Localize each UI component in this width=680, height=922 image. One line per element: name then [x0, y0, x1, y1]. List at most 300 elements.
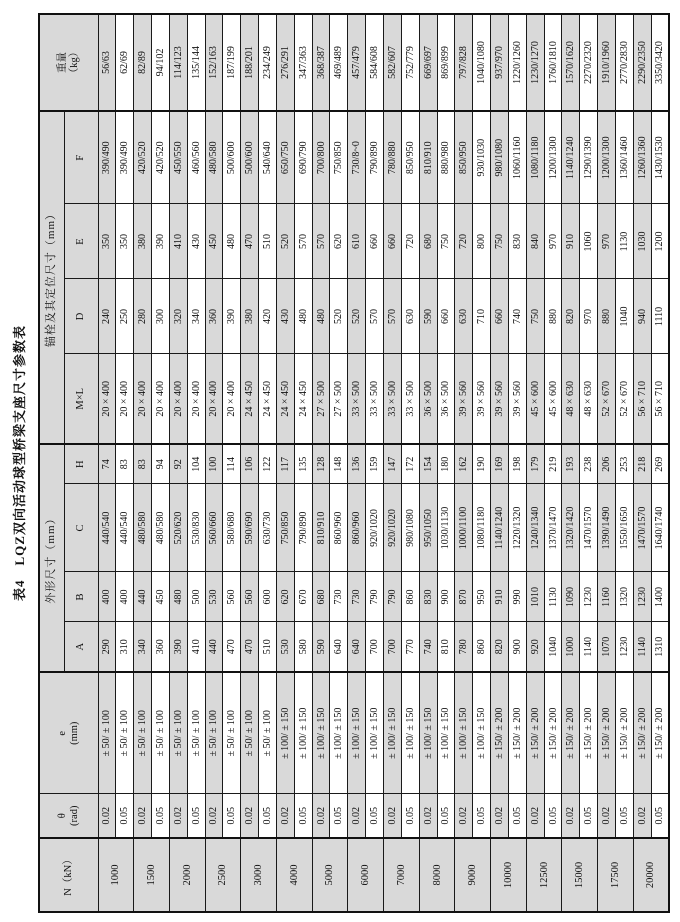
- d-cell: 380: [241, 279, 259, 354]
- e-cell: ± 100/ ± 150: [330, 672, 348, 794]
- d-cell: 420: [259, 279, 277, 354]
- e-cell: ± 100/ ± 150: [419, 672, 437, 794]
- f-cell: 420/520: [134, 111, 152, 204]
- e2-cell: 450: [205, 204, 223, 279]
- mxl-cell: 45 × 600: [526, 354, 544, 444]
- b-cell: 480: [169, 572, 187, 622]
- mxl-cell: 24 × 450: [276, 354, 294, 444]
- a-cell: 1140: [580, 622, 598, 672]
- e2-cell: 350: [116, 204, 134, 279]
- mxl-cell: 20 × 400: [152, 354, 170, 444]
- c-cell: 1080/1180: [473, 484, 491, 572]
- theta-cell: 0.05: [223, 794, 241, 838]
- weight-cell: 152/163: [205, 14, 223, 111]
- d-cell: 710: [473, 279, 491, 354]
- e-cell: ± 100/ ± 150: [455, 672, 473, 794]
- e-cell: ± 150/ ± 200: [491, 672, 509, 794]
- mxl-cell: 52 × 670: [615, 354, 633, 444]
- f-cell: 500/600: [241, 111, 259, 204]
- mxl-cell: 56 × 710: [633, 354, 651, 444]
- e-cell: ± 50/ ± 100: [223, 672, 241, 794]
- data-row: [526, 14, 544, 912]
- d-cell: 240: [98, 279, 116, 354]
- d-cell: 520: [330, 279, 348, 354]
- mxl-cell: 39 × 560: [508, 354, 526, 444]
- theta-cell: 0.02: [633, 794, 651, 838]
- data-row: [598, 14, 616, 912]
- n-value-cell: 3000: [241, 838, 277, 912]
- f-cell: 850/950: [455, 111, 473, 204]
- b-cell: 680: [312, 572, 330, 622]
- f-cell: 460/560: [187, 111, 205, 204]
- data-row: [241, 14, 259, 912]
- table-header: [39, 14, 98, 912]
- e2-cell: 380: [134, 204, 152, 279]
- a-cell: 780: [455, 622, 473, 672]
- h-cell: 154: [419, 444, 437, 484]
- e2-cell: 480: [223, 204, 241, 279]
- e-cell: ± 150/ ± 200: [544, 672, 562, 794]
- c-cell: 440/540: [98, 484, 116, 572]
- c-cell: 810/910: [312, 484, 330, 572]
- n-value-cell: 20000: [633, 838, 669, 912]
- e-cell: ± 100/ ± 150: [384, 672, 402, 794]
- e-cell: ± 100/ ± 150: [294, 672, 312, 794]
- data-row: [134, 14, 152, 912]
- header-theta-unit: (rad): [68, 805, 80, 826]
- weight-cell: 2270/2320: [580, 14, 598, 111]
- f-cell: 930/1030: [473, 111, 491, 204]
- n-value-cell: 5000: [312, 838, 348, 912]
- theta-cell: 0.05: [473, 794, 491, 838]
- b-cell: 560: [241, 572, 259, 622]
- h-cell: 180: [437, 444, 455, 484]
- d-cell: 430: [276, 279, 294, 354]
- header-mxl: M×L: [64, 354, 98, 444]
- e2-cell: 430: [187, 204, 205, 279]
- e2-cell: 840: [526, 204, 544, 279]
- d-cell: 880: [544, 279, 562, 354]
- weight-cell: 2290/2350: [633, 14, 651, 111]
- n-value-cell: 7000: [384, 838, 420, 912]
- h-cell: 94: [152, 444, 170, 484]
- rotated-table-wrap: [38, 13, 670, 913]
- a-cell: 770: [401, 622, 419, 672]
- h-cell: 190: [473, 444, 491, 484]
- header-weight-label: 重量: [56, 52, 68, 73]
- data-row: [419, 14, 437, 912]
- b-cell: 1130: [544, 572, 562, 622]
- theta-cell: 0.05: [508, 794, 526, 838]
- a-cell: 290: [98, 622, 116, 672]
- f-cell: 540/640: [259, 111, 277, 204]
- e2-cell: 660: [366, 204, 384, 279]
- weight-cell: 469/489: [330, 14, 348, 111]
- c-cell: 750/850: [276, 484, 294, 572]
- theta-cell: 0.02: [455, 794, 473, 838]
- mxl-cell: 39 × 560: [491, 354, 509, 444]
- e2-cell: 680: [419, 204, 437, 279]
- e-cell: ± 100/ ± 150: [312, 672, 330, 794]
- theta-cell: 0.02: [241, 794, 259, 838]
- d-cell: 1040: [615, 279, 633, 354]
- c-cell: 920/1020: [366, 484, 384, 572]
- a-cell: 310: [116, 622, 134, 672]
- b-cell: 1320: [615, 572, 633, 622]
- data-row: [401, 14, 419, 912]
- b-cell: 440: [134, 572, 152, 622]
- e2-cell: 970: [598, 204, 616, 279]
- b-cell: 830: [419, 572, 437, 622]
- f-cell: 810/910: [419, 111, 437, 204]
- theta-cell: 0.02: [562, 794, 580, 838]
- f-cell: 1260/1360: [633, 111, 651, 204]
- a-cell: 440: [205, 622, 223, 672]
- e-cell: ± 150/ ± 200: [633, 672, 651, 794]
- f-cell: 1290/1390: [580, 111, 598, 204]
- mxl-cell: 36 × 500: [419, 354, 437, 444]
- a-cell: 700: [384, 622, 402, 672]
- d-cell: 750: [526, 279, 544, 354]
- theta-cell: 0.05: [437, 794, 455, 838]
- table-title-wrap: [4, 13, 32, 913]
- e-cell: ± 100/ ± 150: [437, 672, 455, 794]
- d-cell: 630: [401, 279, 419, 354]
- theta-cell: 0.05: [366, 794, 384, 838]
- theta-cell: 0.05: [544, 794, 562, 838]
- c-cell: 1470/1570: [633, 484, 651, 572]
- n-value-cell: 8000: [419, 838, 455, 912]
- h-cell: 269: [651, 444, 669, 484]
- h-cell: 114: [223, 444, 241, 484]
- bearing-table-logical: [38, 13, 670, 913]
- d-cell: 280: [134, 279, 152, 354]
- theta-cell: 0.05: [187, 794, 205, 838]
- mxl-cell: 52 × 670: [598, 354, 616, 444]
- n-value-cell: 6000: [348, 838, 384, 912]
- data-row: [98, 14, 116, 912]
- e-cell: ± 100/ ± 150: [401, 672, 419, 794]
- f-cell: 690/790: [294, 111, 312, 204]
- h-cell: 218: [633, 444, 651, 484]
- theta-cell: 0.02: [419, 794, 437, 838]
- e-cell: ± 150/ ± 200: [598, 672, 616, 794]
- c-cell: 480/580: [152, 484, 170, 572]
- header-dimensions-group: 外形尺寸（mm）: [39, 444, 64, 672]
- e-cell: ± 50/ ± 100: [116, 672, 134, 794]
- data-row: [169, 14, 187, 912]
- weight-cell: 1220/1260: [508, 14, 526, 111]
- mxl-cell: 33 × 500: [401, 354, 419, 444]
- b-cell: 1230: [633, 572, 651, 622]
- d-cell: 660: [437, 279, 455, 354]
- a-cell: 470: [241, 622, 259, 672]
- weight-cell: 347/363: [294, 14, 312, 111]
- b-cell: 1160: [598, 572, 616, 622]
- a-cell: 530: [276, 622, 294, 672]
- c-cell: 1320/1420: [562, 484, 580, 572]
- e-cell: ± 150/ ± 200: [526, 672, 544, 794]
- a-cell: 1000: [562, 622, 580, 672]
- data-row: [312, 14, 330, 912]
- theta-cell: 0.02: [598, 794, 616, 838]
- c-cell: 560/660: [205, 484, 223, 572]
- theta-cell: 0.02: [526, 794, 544, 838]
- d-cell: 740: [508, 279, 526, 354]
- c-cell: 920/1020: [384, 484, 402, 572]
- data-row: [651, 14, 669, 912]
- h-cell: 172: [401, 444, 419, 484]
- f-cell: 420/520: [152, 111, 170, 204]
- a-cell: 1230: [615, 622, 633, 672]
- data-row: [205, 14, 223, 912]
- mxl-cell: 20 × 400: [187, 354, 205, 444]
- c-cell: 520/620: [169, 484, 187, 572]
- a-cell: 360: [152, 622, 170, 672]
- c-cell: 1370/1470: [544, 484, 562, 572]
- mxl-cell: 24 × 450: [241, 354, 259, 444]
- h-cell: 106: [241, 444, 259, 484]
- e2-cell: 570: [294, 204, 312, 279]
- f-cell: 650/750: [276, 111, 294, 204]
- b-cell: 600: [259, 572, 277, 622]
- h-cell: 198: [508, 444, 526, 484]
- n-value-cell: 2000: [169, 838, 205, 912]
- b-cell: 860: [401, 572, 419, 622]
- theta-cell: 0.02: [205, 794, 223, 838]
- weight-cell: 1230/1270: [526, 14, 544, 111]
- b-cell: 560: [223, 572, 241, 622]
- n-value-cell: 10000: [491, 838, 527, 912]
- e-cell: ± 150/ ± 200: [562, 672, 580, 794]
- header-b: B: [64, 572, 98, 622]
- e2-cell: 470: [241, 204, 259, 279]
- data-row: [562, 14, 580, 912]
- a-cell: 340: [134, 622, 152, 672]
- b-cell: 1230: [580, 572, 598, 622]
- f-cell: 390/490: [116, 111, 134, 204]
- mxl-cell: 48 × 630: [562, 354, 580, 444]
- d-cell: 480: [312, 279, 330, 354]
- b-cell: 400: [98, 572, 116, 622]
- weight-cell: 276/291: [276, 14, 294, 111]
- d-cell: 630: [455, 279, 473, 354]
- c-cell: 860/960: [348, 484, 366, 572]
- n-value-cell: 1500: [134, 838, 170, 912]
- e2-cell: 660: [384, 204, 402, 279]
- h-cell: 193: [562, 444, 580, 484]
- a-cell: 810: [437, 622, 455, 672]
- d-cell: 940: [633, 279, 651, 354]
- a-cell: 700: [366, 622, 384, 672]
- data-row: [259, 14, 277, 912]
- b-cell: 870: [455, 572, 473, 622]
- weight-cell: 2770/2830: [615, 14, 633, 111]
- c-cell: 1000/1100: [455, 484, 473, 572]
- d-cell: 1110: [651, 279, 669, 354]
- a-cell: 510: [259, 622, 277, 672]
- c-cell: 1220/1320: [508, 484, 526, 572]
- header-e-unit: (mm): [68, 721, 80, 745]
- weight-cell: 1040/1080: [473, 14, 491, 111]
- h-cell: 169: [491, 444, 509, 484]
- c-cell: 1550/1650: [615, 484, 633, 572]
- data-row: [223, 14, 241, 912]
- a-cell: 470: [223, 622, 241, 672]
- theta-cell: 0.02: [384, 794, 402, 838]
- f-cell: 1200/1300: [544, 111, 562, 204]
- c-cell: 950/1050: [419, 484, 437, 572]
- header-weight-unit: （kg）: [68, 46, 80, 79]
- mxl-cell: 36 × 500: [437, 354, 455, 444]
- data-row: [473, 14, 491, 912]
- d-cell: 340: [187, 279, 205, 354]
- theta-cell: 0.05: [330, 794, 348, 838]
- weight-cell: 582/607: [384, 14, 402, 111]
- weight-cell: 869/899: [437, 14, 455, 111]
- weight-cell: 82/89: [134, 14, 152, 111]
- n-value-cell: 4000: [276, 838, 312, 912]
- a-cell: 740: [419, 622, 437, 672]
- theta-cell: 0.02: [312, 794, 330, 838]
- weight-cell: 584/608: [366, 14, 384, 111]
- d-cell: 360: [205, 279, 223, 354]
- b-cell: 1400: [651, 572, 669, 622]
- f-cell: 390/490: [98, 111, 116, 204]
- b-cell: 950: [473, 572, 491, 622]
- h-cell: 159: [366, 444, 384, 484]
- table-title: 表4 LQZ双向活动球型桥梁支座尺寸参数表: [11, 325, 27, 601]
- n-value-cell: 15000: [562, 838, 598, 912]
- data-row: [330, 14, 348, 912]
- e2-cell: 390: [152, 204, 170, 279]
- e-cell: ± 150/ ± 200: [615, 672, 633, 794]
- a-cell: 920: [526, 622, 544, 672]
- mxl-cell: 56 × 710: [651, 354, 669, 444]
- f-cell: 790/890: [366, 111, 384, 204]
- e-cell: ± 50/ ± 100: [205, 672, 223, 794]
- a-cell: 1310: [651, 622, 669, 672]
- data-row: [544, 14, 562, 912]
- header-anchor-group: 锚栓及其定位尺寸（mm）: [39, 111, 64, 444]
- d-cell: 320: [169, 279, 187, 354]
- a-cell: 390: [169, 622, 187, 672]
- e-cell: ± 50/ ± 100: [259, 672, 277, 794]
- h-cell: 206: [598, 444, 616, 484]
- f-cell: 980/1080: [491, 111, 509, 204]
- weight-cell: 187/199: [223, 14, 241, 111]
- f-cell: 780/880: [384, 111, 402, 204]
- d-cell: 970: [580, 279, 598, 354]
- c-cell: 860/960: [330, 484, 348, 572]
- theta-cell: 0.02: [134, 794, 152, 838]
- header-d: D: [64, 279, 98, 354]
- a-cell: 1070: [598, 622, 616, 672]
- weight-cell: 669/697: [419, 14, 437, 111]
- theta-cell: 0.05: [259, 794, 277, 838]
- a-cell: 410: [187, 622, 205, 672]
- h-cell: 83: [134, 444, 152, 484]
- mxl-cell: 24 × 450: [294, 354, 312, 444]
- h-cell: 117: [276, 444, 294, 484]
- b-cell: 530: [205, 572, 223, 622]
- data-row: [116, 14, 134, 912]
- data-row: [508, 14, 526, 912]
- e2-cell: 910: [562, 204, 580, 279]
- e-cell: ± 150/ ± 200: [580, 672, 598, 794]
- e2-cell: 570: [312, 204, 330, 279]
- weight-cell: 457/479: [348, 14, 366, 111]
- b-cell: 620: [276, 572, 294, 622]
- h-cell: 238: [580, 444, 598, 484]
- e-cell: ± 150/ ± 200: [651, 672, 669, 794]
- weight-cell: 937/970: [491, 14, 509, 111]
- e2-cell: 620: [330, 204, 348, 279]
- e2-cell: 1130: [615, 204, 633, 279]
- b-cell: 450: [152, 572, 170, 622]
- n-value-cell: 9000: [455, 838, 491, 912]
- h-cell: 104: [187, 444, 205, 484]
- weight-cell: 3350/3420: [651, 14, 669, 111]
- n-value-cell: 1000: [98, 838, 134, 912]
- h-cell: 136: [348, 444, 366, 484]
- header-a: A: [64, 622, 98, 672]
- h-cell: 74: [98, 444, 116, 484]
- theta-cell: 0.02: [169, 794, 187, 838]
- weight-cell: 368/387: [312, 14, 330, 111]
- mxl-cell: 24 × 450: [259, 354, 277, 444]
- header-e-symbol: e: [56, 730, 68, 736]
- header-weight: [39, 14, 98, 111]
- d-cell: 820: [562, 279, 580, 354]
- d-cell: 570: [366, 279, 384, 354]
- b-cell: 1090: [562, 572, 580, 622]
- d-cell: 590: [419, 279, 437, 354]
- theta-cell: 0.05: [116, 794, 134, 838]
- e2-cell: 750: [491, 204, 509, 279]
- c-cell: 790/890: [294, 484, 312, 572]
- header-f: F: [64, 111, 98, 204]
- weight-cell: 234/249: [259, 14, 277, 111]
- e2-cell: 610: [348, 204, 366, 279]
- b-cell: 790: [366, 572, 384, 622]
- b-cell: 910: [491, 572, 509, 622]
- c-cell: 1030/1130: [437, 484, 455, 572]
- d-cell: 880: [598, 279, 616, 354]
- e-cell: ± 100/ ± 150: [276, 672, 294, 794]
- mxl-cell: 33 × 500: [384, 354, 402, 444]
- d-cell: 660: [491, 279, 509, 354]
- f-cell: 1060/1160: [508, 111, 526, 204]
- a-cell: 900: [508, 622, 526, 672]
- data-row: [294, 14, 312, 912]
- mxl-cell: 20 × 400: [223, 354, 241, 444]
- weight-cell: 752/779: [401, 14, 419, 111]
- theta-cell: 0.02: [491, 794, 509, 838]
- theta-cell: 0.05: [401, 794, 419, 838]
- h-cell: 162: [455, 444, 473, 484]
- b-cell: 730: [348, 572, 366, 622]
- weight-cell: 114/123: [169, 14, 187, 111]
- c-cell: 1470/1570: [580, 484, 598, 572]
- theta-cell: 0.05: [580, 794, 598, 838]
- f-cell: 1140/1240: [562, 111, 580, 204]
- header-e2: E: [64, 204, 98, 279]
- table-body: [98, 14, 669, 912]
- data-row: [615, 14, 633, 912]
- data-row: [187, 14, 205, 912]
- f-cell: 730/8~0: [348, 111, 366, 204]
